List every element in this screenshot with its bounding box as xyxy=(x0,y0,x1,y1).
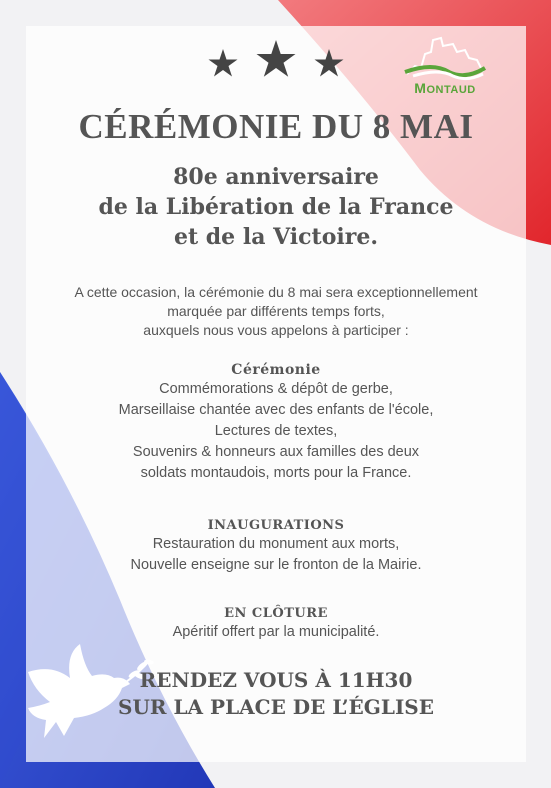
page-title: CÉRÉMONIE DU 8 MAI xyxy=(78,107,474,146)
logo-text: ONTAUD xyxy=(426,84,476,96)
section-heading: Cérémonie xyxy=(231,362,321,378)
rendezvous-line: SUR LA PLACE DE L’ÉGLISE xyxy=(118,695,434,719)
inaugurations-section xyxy=(26,518,526,576)
subtitle-line: et de la Victoire. xyxy=(173,224,378,250)
list-item: Commémorations & dépôt de gerbe, xyxy=(159,381,393,397)
logo-initial: M xyxy=(414,80,427,96)
rendezvous-line: RENDEZ VOUS À 11H30 xyxy=(139,668,413,692)
list-item: Souvenirs & honneurs aux familles des deux xyxy=(132,444,420,460)
section-heading: EN CLÔTURE xyxy=(224,606,328,621)
list-item: Nouvelle enseigne sur le fronton de la Mairie. xyxy=(130,557,422,573)
subtitle-line: de la Libération de la France xyxy=(98,194,454,220)
star-icon xyxy=(209,49,238,77)
intro-line: auxquels nous vous appelons à participer : xyxy=(143,322,409,338)
intro-line: A cette occasion, la cérémonie du 8 mai sera exceptionnellement xyxy=(74,284,478,300)
subtitle xyxy=(26,162,526,252)
section-heading: INAUGURATIONS xyxy=(207,518,345,533)
list-item: Marseillaise chantée avec des enfants de l'école, xyxy=(118,402,434,418)
cloture-section xyxy=(26,606,526,643)
list-item: Apéritif offert par la municipalité. xyxy=(172,624,380,640)
ceremonie-section xyxy=(26,362,526,484)
list-item: soldats montaudois, morts pour la France. xyxy=(140,465,412,481)
star-icon xyxy=(257,40,296,77)
montaud-logo xyxy=(403,32,487,100)
list-item: Lectures de textes, xyxy=(214,423,338,439)
star-icon xyxy=(315,49,344,77)
subtitle-line: 80e anniversaire xyxy=(173,164,379,190)
list-item: Restauration du monument aux morts, xyxy=(152,536,400,552)
village-emblem-icon xyxy=(403,32,487,82)
intro-line: marquée par différents temps forts, xyxy=(167,303,385,319)
intro-text xyxy=(26,283,526,340)
rendezvous-text xyxy=(26,667,526,721)
